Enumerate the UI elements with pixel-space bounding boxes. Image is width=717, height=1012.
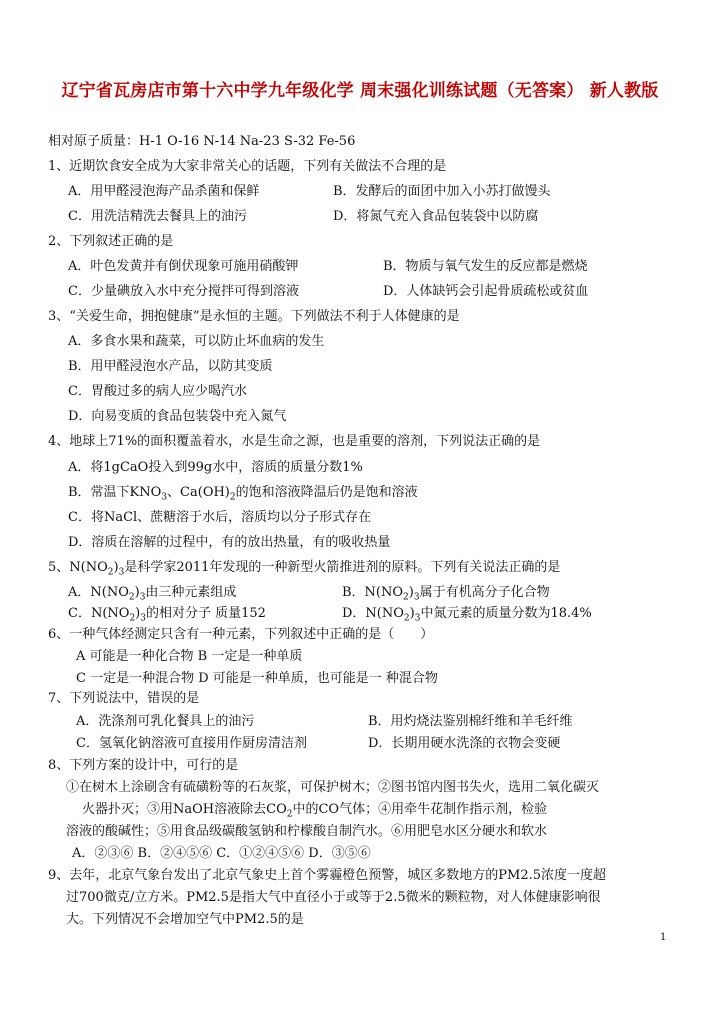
q2-stem: 2、下列叙述正确的是 — [48, 234, 174, 249]
q3-option-a: A．多食水果和蔬菜，可以防止坏血病的发生 — [68, 334, 325, 349]
q2-option-a: A．叶色发黄并有倒伏现象可施用硝酸钾 — [68, 259, 299, 274]
q9-line-2: 过700微克/立方米。PM2.5是指大气中直径小于或等于2.5微米的颗粒物，对人体健康影响很 — [66, 890, 601, 905]
q8-line-3: 溶液的酸碱性；⑤用食品级碳酸氢钠和柠檬酸自制汽水。⑥用肥皂水区分硬水和软水 — [66, 824, 548, 839]
q8-options: A．②③⑥ B．②④⑤⑥ C．①②④⑤⑥ D．③⑤⑥ — [72, 846, 371, 861]
q1-stem: 1、近期饮食安全成为大家非常关心的话题，下列有关做法不合理的是 — [48, 159, 447, 174]
q9-line-3: 大。下列情况不会增加空气中PM2.5的是 — [66, 912, 304, 927]
page-title: 辽宁省瓦房店市第十六中学九年级化学 周末强化训练试题（无答案） 新人教版 — [61, 81, 659, 101]
q1-option-c: C．用洗洁精洗去餐具上的油污 — [68, 209, 247, 224]
q7-option-a: A．洗涤剂可乳化餐具上的油污 — [76, 714, 255, 729]
q5-option-d: D．$N(NO_2)_3$中氮元素的质量分数为18.4% — [342, 606, 592, 624]
q3-option-d: D．向易变质的食品包装袋中充入氮气 — [68, 409, 287, 424]
q5-option-a: A．$N(NO_2)_3$由三种元素组成 — [68, 585, 237, 603]
q8-line-1: ①在树木上涂刷含有硫磺粉等的石灰浆，可保护树木；②图书馆内图书失火，选用二氧化碳灭 — [66, 780, 600, 795]
q6-options-ab: A 可能是一种化合物 B 一定是一种单质 — [76, 649, 303, 664]
q2-option-c: C．少量碘放入水中充分搅拌可得到溶液 — [68, 284, 299, 299]
q7-option-c: C．氢氧化钠溶液可直接用作厨房清洁剂 — [76, 736, 307, 751]
q3-stem: 3、“关爱生命，拥抱健康”是永恒的主题。下列做法不利于人体健康的是 — [48, 309, 460, 324]
q4-stem: 4、地球上71%的面积覆盖着水，水是生命之源，也是重要的溶剂，下列说法正确的是 — [48, 434, 541, 449]
q1-option-d: D．将氮气充入食品包装袋中以防腐 — [333, 209, 539, 224]
q4-option-c: C．将NaCl、蔗糖溶于水后，溶质均以分子形式存在 — [68, 510, 372, 525]
q8-stem: 8、下列方案的设计中，可行的是 — [48, 758, 239, 773]
page-number: 1 — [660, 932, 667, 943]
q7-stem: 7、下列说法中，错误的是 — [48, 691, 200, 706]
q5-stem: 5、$N(NO_2)_3$是科学家2011年发现的一种新型火箭推进剂的原料。下列有关说法正确的是 — [48, 560, 561, 578]
q5-option-c: C．$N(NO_2)_3$的相对分子 质量152 — [68, 606, 266, 624]
q2-option-d: D．人体缺钙会引起骨质疏松或贫血 — [383, 284, 589, 299]
q5-option-b: B．$N(NO_2)_3$属于有机高分子化合物 — [342, 585, 550, 603]
q1-option-b: B．发酵后的面团中加入小苏打做馒头 — [333, 184, 551, 199]
q8-line-2: 火器扑灭；③用NaOH溶液除去$CO_2$中的CO气体；④用牵牛花制作指示剂，检验 — [82, 802, 548, 820]
q3-option-b: B．用甲醛浸泡水产品，以防其变质 — [68, 359, 273, 374]
q6-stem: 6、一种气体经测定只含有一种元素，下列叙述中正确的是（ ） — [48, 627, 434, 642]
q4-option-a: A．将1gCaO投入到99g水中，溶质的质量分数1% — [68, 460, 363, 475]
q1-option-a: A．用甲醛浸泡海产品杀菌和保鲜 — [68, 184, 260, 199]
q7-option-b: B．用灼烧法鉴别棉纤维和羊毛纤维 — [368, 714, 573, 729]
q6-options-cd: C 一定是一种混合物 D 可能是一种单质，也可能是一 种混合物 — [76, 671, 438, 686]
atomic-masses: 相对原子质量：H-1 O-16 N-14 Na-23 S-32 Fe-56 — [48, 134, 356, 149]
q2-option-b: B．物质与氧气发生的反应都是燃烧 — [383, 259, 588, 274]
q7-option-d: D．长期用硬水洗涤的衣物会变硬 — [368, 736, 561, 751]
q4-option-b: B．常温下$KNO_3$、$Ca(OH)_2$的饱和溶液降温后仍是饱和溶液 — [68, 485, 418, 503]
q3-option-c: C．胃酸过多的病人应少喝汽水 — [68, 384, 247, 399]
q9-line-1: 9、去年，北京气象台发出了北京气象史上首个雾霾橙色预警，城区多数地方的PM2.5浓度一度超 — [48, 868, 607, 883]
q4-option-d: D．溶质在溶解的过程中，有的放出热量，有的吸收热量 — [68, 535, 391, 550]
